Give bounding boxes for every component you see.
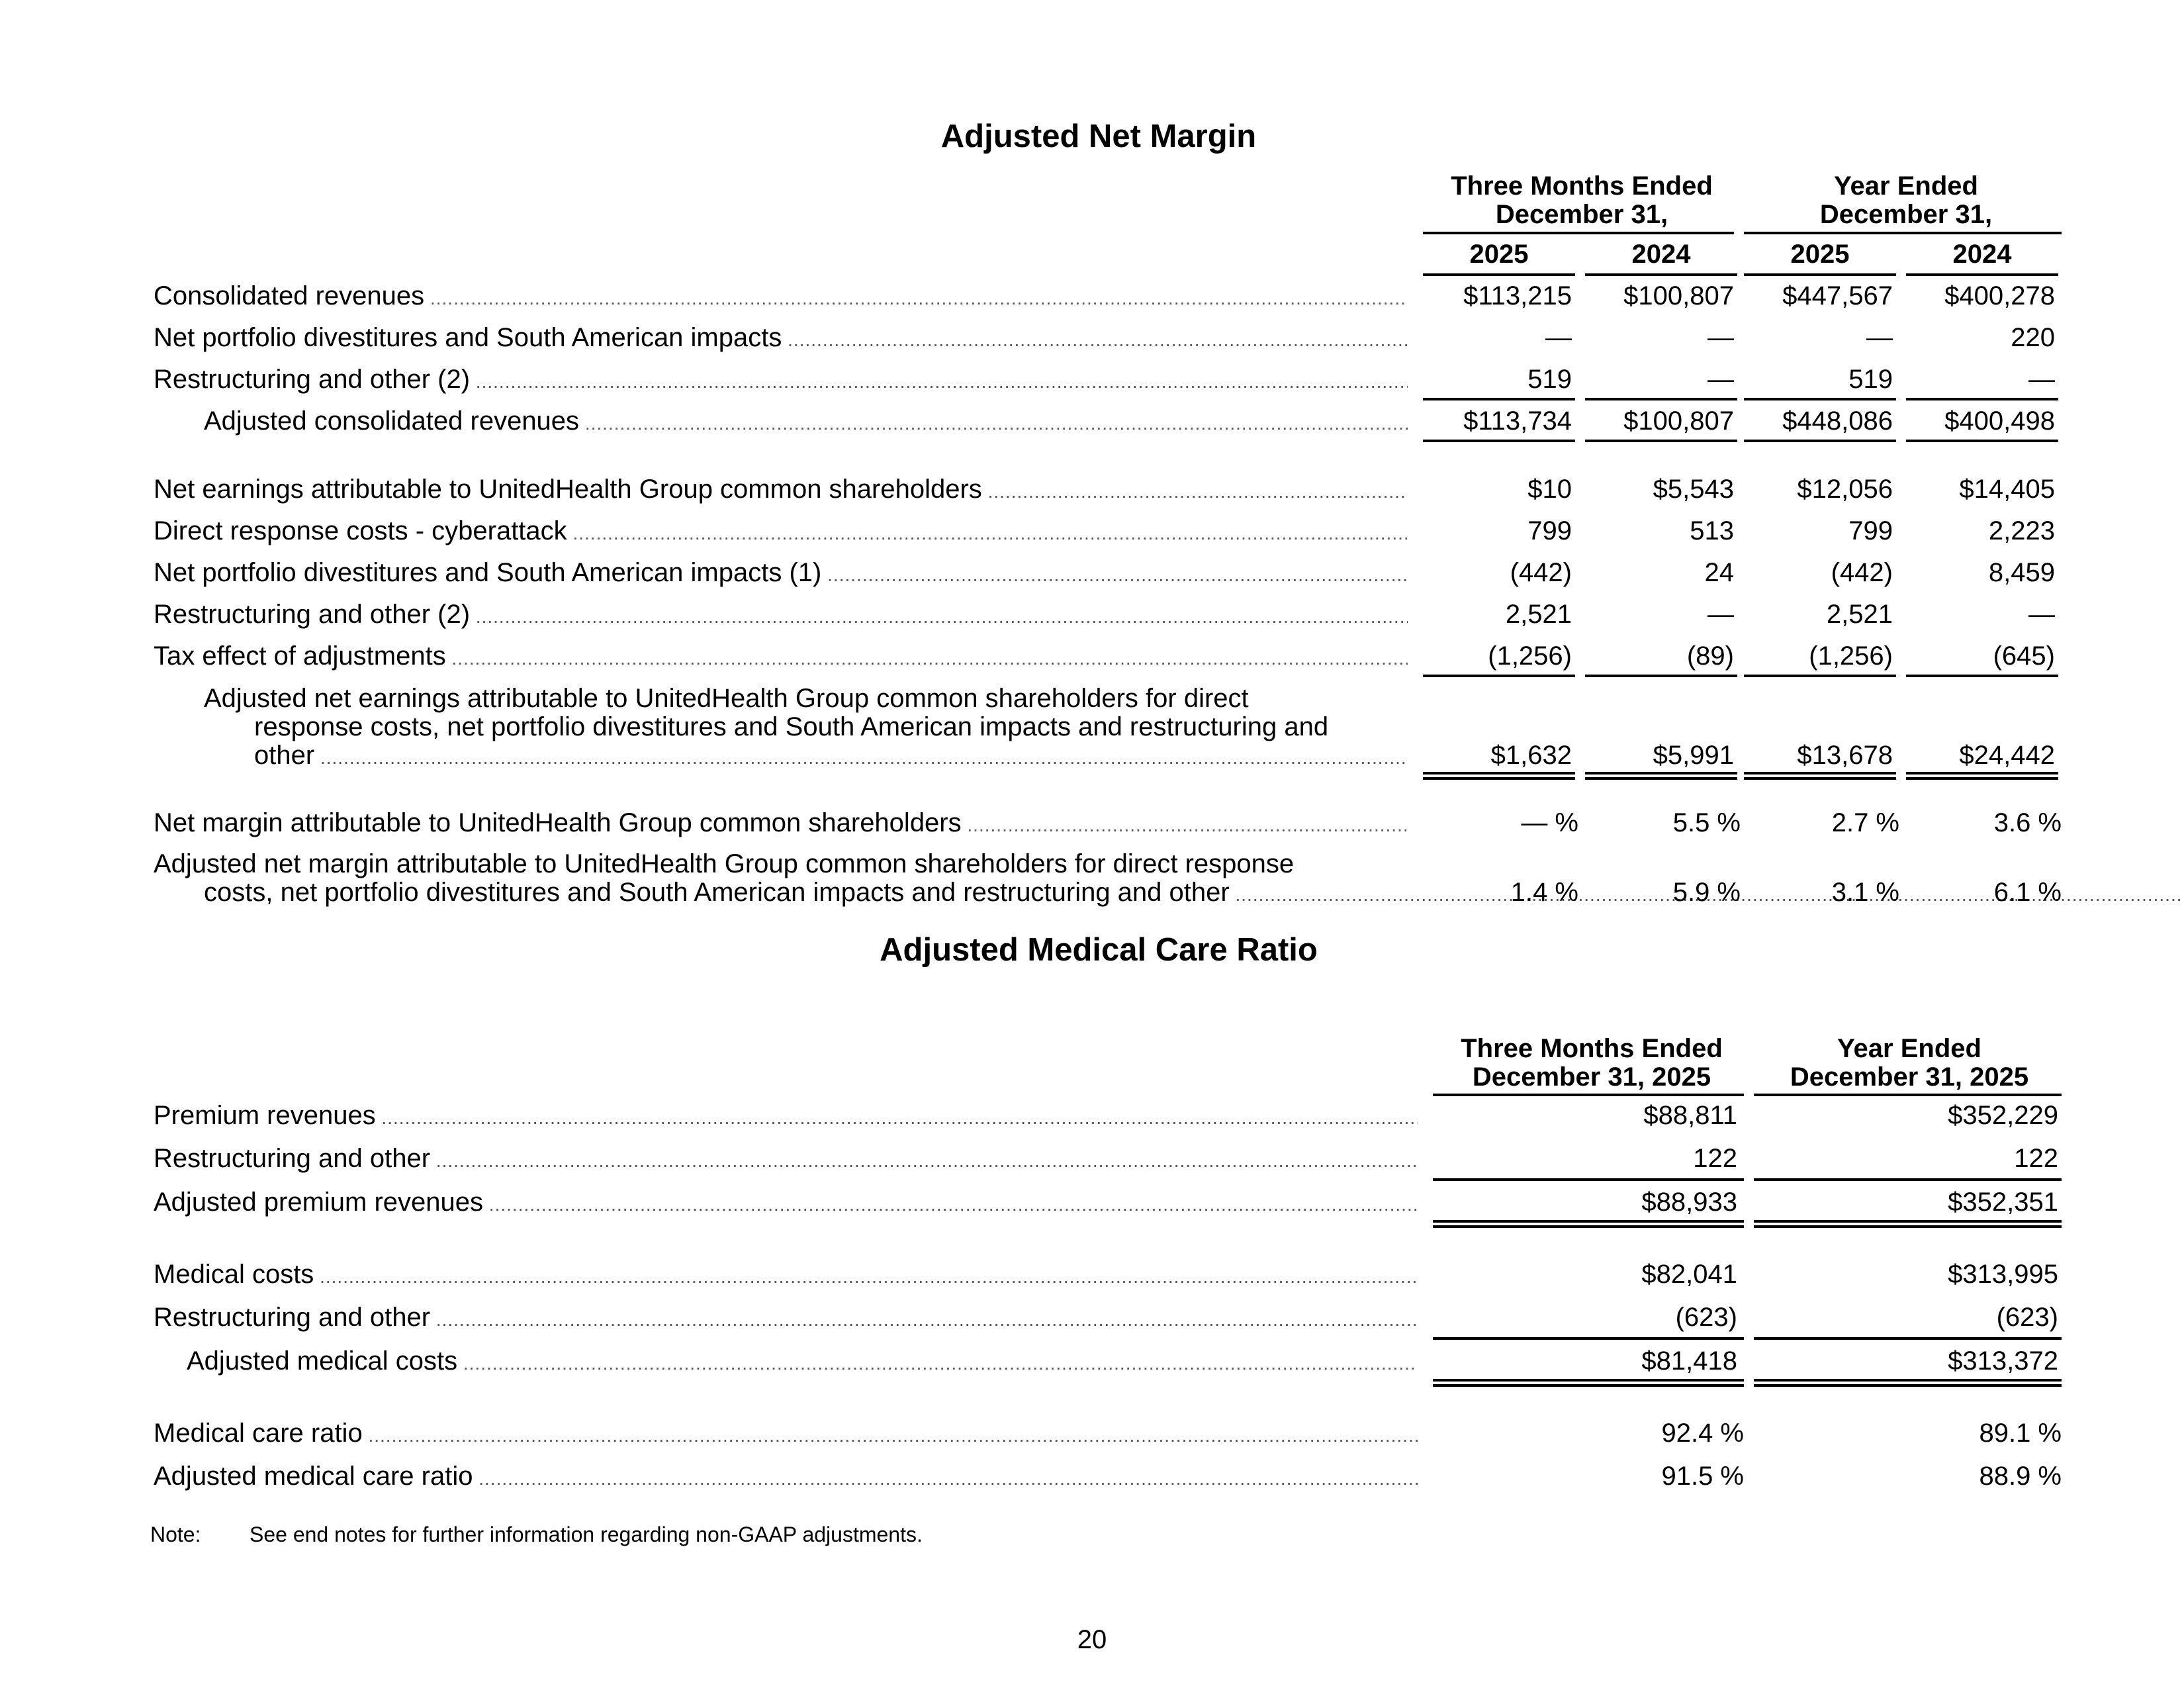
table-cell: — (1707, 600, 1734, 629)
table-cell: $448,086 (1782, 406, 1893, 436)
grand-total-double-rule (1423, 772, 1575, 780)
year-header: 2025 (1469, 240, 1529, 269)
header-rule (1744, 232, 2062, 234)
table-cell: $352,351 (1948, 1188, 2058, 1217)
table-cell: — % (1521, 808, 1578, 837)
table-cell: — (1866, 323, 1893, 352)
table-cell: (442) (1510, 558, 1572, 587)
table-cell: 88.9 % (1979, 1462, 2062, 1491)
table-cell: $24,442 (1959, 741, 2055, 770)
row-label-net-portfolio-divestitures-1: Net portfolio divestitures and South American impacts (1) ..... (154, 559, 1408, 589)
page-number: 20 (1077, 1625, 1107, 1654)
table-cell: 5.5 % (1672, 808, 1741, 837)
row-label-adjusted-premium-revenues: Adjusted premium revenues ..... (154, 1188, 1418, 1219)
total-rule (1906, 440, 2058, 442)
subtotal-rule (1906, 675, 2058, 677)
row-label-adjusted-medical-costs: Adjusted medical costs ..... (187, 1347, 1418, 1378)
subtotal-rule (1433, 1337, 1744, 1340)
subtotal-rule (1744, 675, 1896, 677)
table-cell: (442) (1831, 558, 1893, 587)
header-rule (1754, 1094, 2062, 1096)
table-cell: $5,543 (1653, 475, 1734, 504)
net-margin-title: Adjusted Net Margin (940, 118, 1257, 154)
year-rule (1585, 273, 1737, 276)
row-label-restructuring: Restructuring and other ..... (154, 1303, 1418, 1334)
row-label-adjusted-consolidated-revenues: Adjusted consolidated revenues ..... (204, 407, 1408, 438)
table-cell: 122 (2014, 1144, 2058, 1173)
row-label-restructuring: Restructuring and other ..... (154, 1145, 1418, 1175)
subtotal-rule (1585, 398, 1737, 400)
grand-total-double-rule (1754, 1220, 2062, 1228)
header-three-months (1423, 172, 1741, 229)
table-cell: 8,459 (1988, 558, 2055, 587)
table-cell: 89.1 % (1979, 1419, 2062, 1448)
table-cell: (1,256) (1809, 641, 1893, 671)
label-line: response costs, net portfolio divestitures and South American impacts and restructuring and (254, 713, 1329, 741)
header-line: December 31, (1819, 200, 1993, 229)
table-cell: (1,256) (1488, 641, 1572, 671)
row-label-net-portfolio-divestitures: Net portfolio divestitures and South American impacts ..... (154, 324, 1408, 354)
table-cell: — (1707, 323, 1734, 352)
label-line: other ..... (204, 741, 1408, 772)
row-label-restructuring: Restructuring and other (2) ..... (154, 365, 1408, 396)
grand-total-double-rule (1754, 1379, 2062, 1387)
subtotal-rule (1906, 398, 2058, 400)
year-header: 2024 (1952, 240, 2012, 269)
header-line: Three Months Ended (1451, 171, 1713, 201)
total-rule (1423, 440, 1575, 442)
table-cell: 519 (1848, 365, 1893, 394)
subtotal-rule (1423, 675, 1575, 677)
row-label-medical-care-ratio: Medical care ratio ..... (154, 1419, 1418, 1450)
table-cell: $82,041 (1641, 1260, 1737, 1289)
year-header: 2025 (1790, 240, 1850, 269)
label-line: Adjusted net earnings attributable to UnitedHealth Group common shareholders for direct (204, 684, 1249, 713)
table-cell: $100,807 (1623, 281, 1734, 310)
medical-care-ratio-title: Adjusted Medical Care Ratio (880, 932, 1318, 968)
table-cell: $313,372 (1948, 1346, 2058, 1376)
header-rule (1423, 232, 1734, 234)
total-rule (1744, 440, 1896, 442)
grand-total-double-rule (1433, 1220, 1744, 1228)
table-cell: 6.1 % (1993, 878, 2062, 907)
note-prefix: Note: (150, 1523, 201, 1546)
note-text: See end notes for further information regarding non-GAAP adjustments. (250, 1523, 923, 1546)
subtotal-rule (1754, 1178, 2062, 1181)
table-cell: — (2028, 365, 2055, 394)
row-label-premium-revenues: Premium revenues ..... (154, 1102, 1418, 1132)
grand-total-double-rule (1744, 772, 1896, 780)
table-cell: 220 (2011, 323, 2055, 352)
row-label-adjusted-medical-care-ratio: Adjusted medical care ratio ..... (154, 1462, 1418, 1493)
table-cell: 513 (1690, 516, 1734, 545)
table-cell: 122 (1693, 1144, 1737, 1173)
table-cell: $5,991 (1653, 741, 1734, 770)
header-three-months (1433, 1035, 1751, 1092)
table-cell: 519 (1527, 365, 1572, 394)
table-cell: (89) (1686, 641, 1734, 671)
label-line: costs, net portfolio divestitures and South American impacts and restructuring and other ..... (154, 878, 2184, 909)
table-cell: $113,734 (1463, 406, 1572, 436)
row-label-net-margin: Net margin attributable to UnitedHealth Group common shareholders ..... (154, 809, 1408, 839)
table-cell: (623) (1996, 1303, 2058, 1332)
table-cell: 5.9 % (1672, 878, 1741, 907)
table-cell: 3.1 % (1831, 878, 1899, 907)
table-cell: $352,229 (1948, 1101, 2058, 1130)
row-label-consolidated-revenues: Consolidated revenues ..... (154, 282, 1408, 312)
header-line: December 31, 2025 (1790, 1062, 2029, 1092)
table-cell: 3.6 % (1993, 808, 2062, 837)
table-cell: $113,215 (1463, 281, 1572, 310)
label-line: Adjusted net margin attributable to UnitedHealth Group common shareholders for direct response (154, 850, 1295, 878)
table-cell: 91.5 % (1661, 1462, 1744, 1491)
table-cell: $400,498 (1944, 406, 2055, 436)
table-cell: 2,223 (1988, 516, 2055, 545)
table-cell: 2,521 (1826, 600, 1893, 629)
table-cell: $1,632 (1490, 741, 1572, 770)
table-cell: $10 (1527, 475, 1572, 504)
header-line: December 31, 2025 (1472, 1062, 1711, 1092)
year-header: 2024 (1631, 240, 1691, 269)
table-cell: $12,056 (1797, 475, 1893, 504)
table-cell: — (2028, 600, 2055, 629)
header-line: Year Ended (1834, 171, 1978, 201)
subtotal-rule (1744, 398, 1896, 400)
year-rule (1423, 273, 1575, 276)
table-cell: (623) (1675, 1303, 1737, 1332)
total-rule (1585, 440, 1737, 442)
row-label-direct-response-costs: Direct response costs - cyberattack ..... (154, 517, 1408, 547)
table-cell: $400,278 (1944, 281, 2055, 310)
grand-total-double-rule (1906, 772, 2058, 780)
year-rule (1906, 273, 2058, 276)
table-cell: 2,521 (1505, 600, 1572, 629)
subtotal-rule (1433, 1178, 1744, 1181)
header-line: December 31, (1495, 200, 1668, 229)
subtotal-rule (1754, 1337, 2062, 1340)
table-cell: $13,678 (1797, 741, 1893, 770)
table-cell: 2.7 % (1831, 808, 1899, 837)
year-rule (1744, 273, 1896, 276)
header-year-ended (1747, 172, 2065, 229)
table-cell: — (1545, 323, 1572, 352)
header-rule (1433, 1094, 1744, 1096)
table-cell: $88,811 (1643, 1101, 1737, 1130)
grand-total-double-rule (1585, 772, 1737, 780)
table-cell: 92.4 % (1661, 1419, 1744, 1448)
table-cell: $88,933 (1641, 1188, 1737, 1217)
table-cell: $313,995 (1948, 1260, 2058, 1289)
table-cell: 1.4 % (1510, 878, 1578, 907)
table-cell: $14,405 (1959, 475, 2055, 504)
table-cell: $447,567 (1782, 281, 1893, 310)
table-cell: 799 (1527, 516, 1572, 545)
header-line: Three Months Ended (1461, 1034, 1723, 1063)
row-label-restructuring-2: Restructuring and other (2) ..... (154, 600, 1408, 631)
table-cell: 799 (1848, 516, 1893, 545)
subtotal-rule (1585, 675, 1737, 677)
table-cell: $100,807 (1623, 406, 1734, 436)
row-label-tax-effect: Tax effect of adjustments ..... (154, 642, 1408, 673)
header-line: Year Ended (1837, 1034, 1981, 1063)
row-label-medical-costs: Medical costs ..... (154, 1260, 1418, 1291)
table-cell: (645) (1993, 641, 2055, 671)
subtotal-rule (1423, 398, 1575, 400)
row-label-adjusted-net-earnings (204, 684, 1408, 772)
header-year-ended (1751, 1035, 2068, 1092)
table-cell: $81,418 (1641, 1346, 1737, 1376)
grand-total-double-rule (1433, 1379, 1744, 1387)
table-cell: 24 (1704, 558, 1734, 587)
table-cell: — (1707, 365, 1734, 394)
row-label-net-earnings: Net earnings attributable to UnitedHealth Group common shareholders ..... (154, 475, 1408, 506)
